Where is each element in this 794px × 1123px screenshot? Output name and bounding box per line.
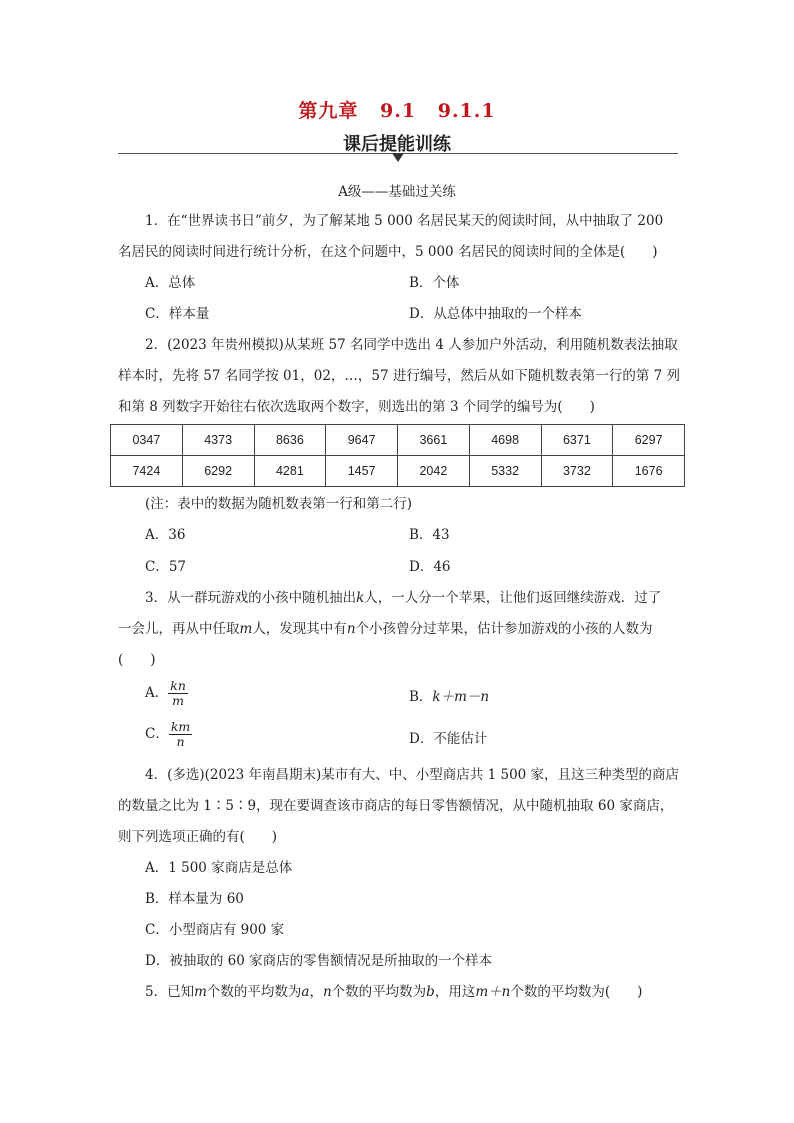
q4-option-a: A．1 500 家商店是总体 <box>145 860 293 876</box>
table-cell: 5332 <box>469 456 541 487</box>
table-cell: 7424 <box>111 456 183 487</box>
table-cell: 1676 <box>613 456 685 487</box>
q2-option-d: D．46 <box>409 559 451 575</box>
variable-m: m <box>239 621 253 637</box>
table-cell: 2042 <box>398 456 470 487</box>
variable-k: k <box>356 590 365 606</box>
q4-line1: 4．(多选)(2023 年南昌期末)某市有大、中、小型商店共 1 500 家，且这三种类型的商店 <box>145 767 680 783</box>
table-cell: 6292 <box>182 456 254 487</box>
option-label: A． <box>145 685 169 701</box>
variable-n: n <box>346 621 356 637</box>
table-cell: 6297 <box>613 425 685 456</box>
variable-n: n <box>322 984 332 1000</box>
table-row <box>111 456 685 487</box>
q3-text: 人，一人分一个苹果，让他们返回继续游戏．过了 <box>364 590 662 606</box>
table-cell: 4373 <box>182 425 254 456</box>
section-number: 9.1 <box>380 100 417 122</box>
fraction-numerator: kn <box>170 678 186 693</box>
table-cell: 3661 <box>398 425 470 456</box>
q3-blank: ( ) <box>118 652 156 668</box>
option-expression: k＋m－n <box>432 689 490 705</box>
table-cell: 4281 <box>254 456 326 487</box>
level-a-heading: A级——基础过关练 <box>338 184 456 200</box>
q3-line1 <box>145 588 661 608</box>
q5-text: 5．已知 <box>145 984 195 1000</box>
q2-option-c: C．57 <box>145 559 187 575</box>
q3-text: 个小孩曾分过苹果，估计参加游戏的小孩的人数为 <box>355 621 653 637</box>
q1-option-b: B．个体 <box>409 275 460 291</box>
page-subtitle: 课后提能训练 <box>343 134 451 155</box>
q1-option-a: A．总体 <box>145 275 196 291</box>
q2-option-b: B．43 <box>409 527 450 543</box>
q4-option-d: D．被抽取的 60 家商店的零售额情况是所抽取的一个样本 <box>145 953 493 969</box>
q3-option-c <box>145 720 192 749</box>
q1-line1: 1．在“世界读书日”前夕，为了解某地 5 000 名居民某天的阅读时间，从中抽取了 200 <box>145 213 664 229</box>
q2-option-a: A．36 <box>145 527 186 543</box>
table-cell: 1457 <box>326 456 398 487</box>
table-cell: 3732 <box>541 456 613 487</box>
q3-option-b <box>409 687 489 707</box>
subsection-number: 9.1.1 <box>437 100 496 122</box>
q3-text: 一会儿，再从中任取 <box>118 621 240 637</box>
chapter-label: 第九章 <box>298 100 359 122</box>
q5-text: 个数的平均数为 <box>331 984 427 1000</box>
q5-text: ，用这 <box>434 984 476 1000</box>
variable-b: b <box>426 984 435 1000</box>
option-label: C． <box>145 726 169 742</box>
q1-line2: 名居民的阅读时间进行统计分析，在这个问题中，5 000 名居民的阅读时间的全体是( ) <box>118 244 658 260</box>
q5-text: 个数的平均数为 <box>206 984 302 1000</box>
expression-m-plus-n: m＋n <box>475 984 511 1000</box>
fraction-km-over-n <box>169 720 192 749</box>
variable-a: a <box>301 984 310 1000</box>
q1-option-d: D．从总体中抽取的一个样本 <box>409 306 582 322</box>
fraction-denominator: n <box>176 734 185 749</box>
q3-option-a <box>145 679 188 708</box>
q2-line2: 样本时，先将 57 名同学按 01，02，…，57 进行编号，然后从如下随机数表第一行的第 7 列 <box>118 368 681 384</box>
random-number-table <box>110 424 685 487</box>
chapter-title <box>0 96 794 123</box>
table-cell: 6371 <box>541 425 613 456</box>
variable-m: m <box>194 984 207 1000</box>
q2-line1: 2．(2023 年贵州模拟)从某班 57 名同学中选出 4 人参加户外活动，利用随机数表法抽取 <box>145 337 678 353</box>
q4-option-b: B．样本量为 60 <box>145 891 244 907</box>
q4-line2: 的数量之比为 1∶5∶9，现在要调查该市商店的每日零售额情况，从中随机抽取 60 家商店， <box>118 798 674 814</box>
table-cell: 4698 <box>469 425 541 456</box>
table-row <box>111 425 685 456</box>
table-cell: 9647 <box>326 425 398 456</box>
q4-line3: 则下列选项正确的有( ) <box>118 829 278 845</box>
q3-text: 3．从一群玩游戏的小孩中随机抽出 <box>145 590 357 606</box>
q4-option-c: C．小型商店有 900 家 <box>145 922 285 938</box>
table-cell: 0347 <box>111 425 183 456</box>
fraction-kn-over-m <box>168 679 188 708</box>
q3-line2 <box>118 619 653 639</box>
fraction-denominator: m <box>172 693 184 708</box>
q5-text: ， <box>309 984 323 1000</box>
fraction-numerator: km <box>170 719 191 734</box>
q2-note: (注：表中的数据为随机数表第一行和第二行) <box>145 496 413 512</box>
q3-option-d: D．不能估计 <box>409 731 488 747</box>
q2-line3: 和第 8 列数字开始往右依次选取两个数字，则选出的第 3 个同学的编号为( ) <box>118 399 595 415</box>
triangle-marker-icon <box>392 153 404 162</box>
q1-option-c: C．样本量 <box>145 306 210 322</box>
q3-text: 人，发现其中有 <box>252 621 347 637</box>
option-label: B． <box>409 689 433 705</box>
q5-line1 <box>145 982 642 1002</box>
q5-text: 个数的平均数为( ) <box>510 984 643 1000</box>
table-cell: 8636 <box>254 425 326 456</box>
